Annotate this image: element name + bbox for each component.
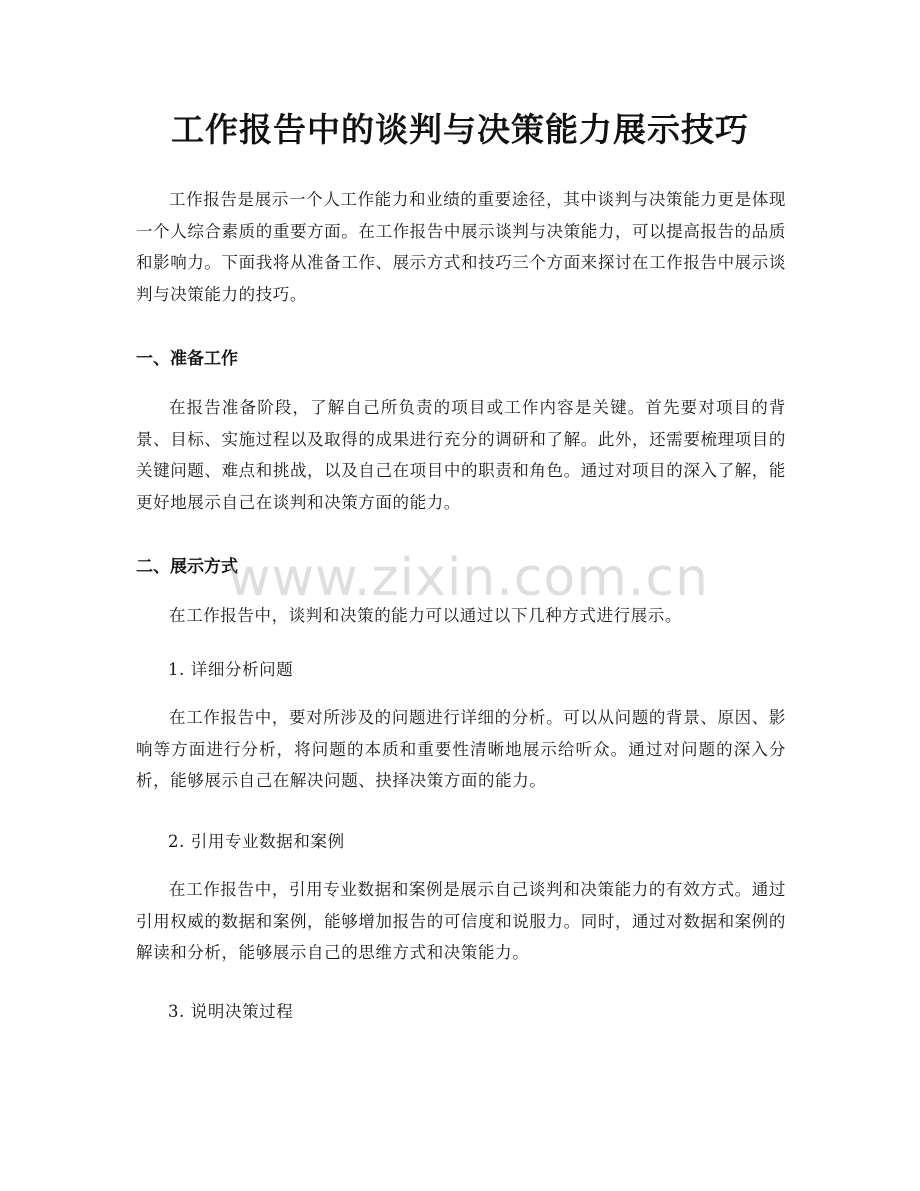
document-title: 工作报告中的谈判与决策能力展示技巧 <box>171 110 749 149</box>
list-item-body-1: 在工作报告中，要对所涉及的问题进行详细的分析。可以从问题的背景、原因、影响等方面进行分析，将问题的本质和重要性清晰地展示给听众。通过对问题的深入分析，能够展示自己在解决问题、抉择决策方面的能力。 <box>136 708 786 790</box>
list-item-label-1: 1. 详细分析问题 <box>168 660 294 679</box>
list-item-label-3: 3. 说明决策过程 <box>168 1002 294 1021</box>
section-body-preparation: 在报告准备阶段，了解自己所负责的项目或工作内容是关键。首先要对项目的背景、目标、实施过程以及取得的成果进行充分的调研和了解。此外，还需要梳理项目的关键问题、难点和挑战，以及自己在项目中的职责和角色。通过对项目的深入了解，能更好地展示自己在谈判和决策方面的能力。 <box>136 398 786 512</box>
watermark: www.zixin.com.cn <box>228 548 709 608</box>
intro-paragraph: 工作报告是展示一个人工作能力和业绩的重要途径，其中谈判与决策能力更是体现一个人综合素质的重要方面。在工作报告中展示谈判与决策能力，可以提高报告的品质和影响力。下面我将从准备工作、展示方式和技巧三个方面来探讨在工作报告中展示谈判与决策能力的技巧。 <box>136 190 786 304</box>
section-heading-preparation: 一、准备工作 <box>136 349 238 369</box>
section-heading-presentation: 二、展示方式 <box>136 557 238 577</box>
section-body-presentation: 在工作报告中，谈判和决策的能力可以通过以下几种方式进行展示。 <box>169 606 682 625</box>
list-item-body-2: 在工作报告中，引用专业数据和案例是展示自己谈判和决策能力的有效方式。通过引用权威的数据和案例，能够增加报告的可信度和说服力。同时，通过对数据和案例的解读和分析，能够展示自己的思维方式和决策能力。 <box>136 880 786 962</box>
list-item-label-2: 2. 引用专业数据和案例 <box>168 832 345 851</box>
